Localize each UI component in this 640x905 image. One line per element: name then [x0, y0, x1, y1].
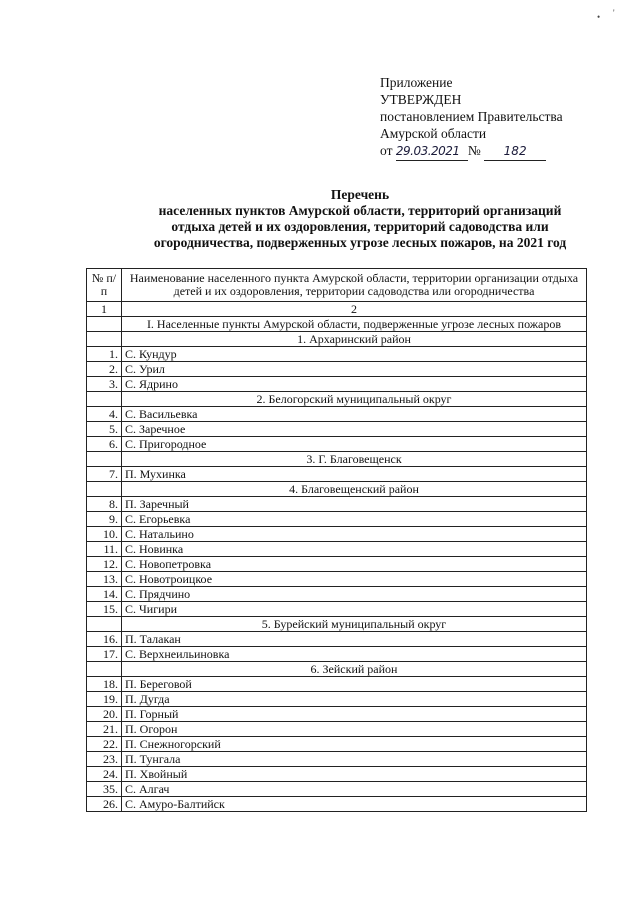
district-row: [87, 452, 587, 467]
settlement-name: С. Чигири: [122, 602, 587, 617]
settlement-name: С. Новинка: [122, 542, 587, 557]
title-line: населенных пунктов Амурской области, территорий организаций: [158, 203, 562, 218]
settlement-name: С. Васильевка: [122, 407, 587, 422]
row-number: 24.: [87, 767, 122, 782]
settlement-name: С. Кундур: [122, 347, 587, 362]
row-number: 10.: [87, 527, 122, 542]
settlements-table: [86, 268, 587, 812]
district-num-cell: [87, 392, 122, 407]
district-row: [87, 617, 587, 632]
district-row: [87, 662, 587, 677]
title-line: огородничества, подверженных угрозе лесных пожаров, на 2021 год: [153, 235, 567, 250]
section-num-cell: [87, 317, 122, 332]
row-number: 12.: [87, 557, 122, 572]
table-row: [87, 587, 587, 602]
resolution-label: постановлением Правительства: [380, 109, 563, 124]
row-number: 17.: [87, 647, 122, 662]
row-number: 8.: [87, 497, 122, 512]
district-num-cell: [87, 662, 122, 677]
settlement-name: С. Прядчино: [122, 587, 587, 602]
title-heading: Перечень: [330, 187, 390, 202]
district-title: 4. Благовещенский район: [122, 482, 587, 497]
district-title: 5. Бурейский муниципальный округ: [122, 617, 587, 632]
settlement-name: П. Горный: [122, 707, 587, 722]
col-num-index: 1: [87, 302, 122, 317]
table-row: [87, 572, 587, 587]
row-number: 1.: [87, 347, 122, 362]
settlement-name: П. Тунгала: [122, 752, 587, 767]
settlement-name: П. Снежногорский: [122, 737, 587, 752]
row-number: 21.: [87, 722, 122, 737]
table-row: [87, 692, 587, 707]
table-row: [87, 512, 587, 527]
table-row: [87, 632, 587, 647]
row-number: 11.: [87, 542, 122, 557]
row-number: 7.: [87, 467, 122, 482]
col-name-header: Наименование населенного пункта Амурской области, территории организации отдыха детей и их оздоровления, территории садоводства или огородничества: [122, 269, 587, 302]
row-number: 9.: [87, 512, 122, 527]
settlement-name: П. Дугда: [122, 692, 587, 707]
handwritten-number: 182: [484, 143, 546, 161]
settlement-name: С. Новопетровка: [122, 557, 587, 572]
table-row: [87, 782, 587, 797]
settlement-name: С. Егорьевка: [122, 512, 587, 527]
settlement-name: С. Урил: [122, 362, 587, 377]
settlement-name: С. Амуро-Балтийск: [122, 797, 587, 812]
row-number: 5.: [87, 422, 122, 437]
settlement-name: С. Новотроицкое: [122, 572, 587, 587]
district-num-cell: [87, 617, 122, 632]
row-number: 14.: [87, 587, 122, 602]
row-number: 35.: [87, 782, 122, 797]
section-row: [87, 317, 587, 332]
settlement-name: П. Мухинка: [122, 467, 587, 482]
from-label: от: [380, 143, 393, 158]
table-row: [87, 752, 587, 767]
table-row: [87, 437, 587, 452]
row-number: 4.: [87, 407, 122, 422]
table-row: [87, 407, 587, 422]
table-row: [87, 767, 587, 782]
settlement-name: П. Заречный: [122, 497, 587, 512]
section-title: I. Населенные пункты Амурской области, подверженные угрозе лесных пожаров: [122, 317, 587, 332]
district-row: [87, 392, 587, 407]
row-number: 15.: [87, 602, 122, 617]
settlement-name: С. Ядрино: [122, 377, 587, 392]
title-line: отдыха детей и их оздоровления, территорий садоводства или: [171, 219, 549, 234]
table-row: [87, 347, 587, 362]
settlement-name: С. Натальино: [122, 527, 587, 542]
row-number: 13.: [87, 572, 122, 587]
district-num-cell: [87, 332, 122, 347]
table-row: [87, 647, 587, 662]
table-row: [87, 422, 587, 437]
col-num-header: № п/п: [87, 269, 122, 302]
district-num-cell: [87, 452, 122, 467]
district-title: 6. Зейский район: [122, 662, 587, 677]
approval-block: [380, 74, 563, 161]
district-num-cell: [87, 482, 122, 497]
table-header-row: [87, 269, 587, 302]
table-row: [87, 527, 587, 542]
table-row: [87, 707, 587, 722]
column-index-row: [87, 302, 587, 317]
district-title: 2. Белогорский муниципальный округ: [122, 392, 587, 407]
district-title: 1. Архаринский район: [122, 332, 587, 347]
settlement-name: С. Верхнеильиновка: [122, 647, 587, 662]
scan-speck: •: [597, 12, 601, 22]
row-number: 18.: [87, 677, 122, 692]
table-row: [87, 722, 587, 737]
approved-label: УТВЕРЖДЕН: [380, 92, 462, 107]
settlement-name: П. Талакан: [122, 632, 587, 647]
row-number: 23.: [87, 752, 122, 767]
table-body: [87, 269, 587, 812]
col-name-index: 2: [122, 302, 587, 317]
appendix-label: Приложение: [380, 75, 453, 90]
row-number: 6.: [87, 437, 122, 452]
row-number: 26.: [87, 797, 122, 812]
document-title: [80, 187, 640, 251]
row-number: 3.: [87, 377, 122, 392]
number-label: №: [467, 143, 481, 158]
table-row: [87, 737, 587, 752]
table-row: [87, 542, 587, 557]
row-number: 16.: [87, 632, 122, 647]
table-row: [87, 497, 587, 512]
table-row: [87, 557, 587, 572]
settlement-name: С. Пригородное: [122, 437, 587, 452]
table-row: [87, 362, 587, 377]
settlement-name: П. Огорон: [122, 722, 587, 737]
table-row: [87, 602, 587, 617]
table-row: [87, 377, 587, 392]
row-number: 2.: [87, 362, 122, 377]
row-number: 20.: [87, 707, 122, 722]
region-label: Амурской области: [380, 126, 487, 141]
table-row: [87, 467, 587, 482]
settlement-name: П. Береговой: [122, 677, 587, 692]
district-title: 3. Г. Благовещенск: [122, 452, 587, 467]
row-number: 22.: [87, 737, 122, 752]
table-row: [87, 797, 587, 812]
district-row: [87, 482, 587, 497]
settlement-name: П. Хвойный: [122, 767, 587, 782]
settlement-name: С. Заречное: [122, 422, 587, 437]
settlement-name: С. Алгач: [122, 782, 587, 797]
table-row: [87, 677, 587, 692]
handwritten-date: 29.03.2021: [396, 143, 468, 161]
district-row: [87, 332, 587, 347]
date-number-line: [380, 142, 563, 161]
scan-speck: ': [613, 8, 615, 18]
row-number: 19.: [87, 692, 122, 707]
